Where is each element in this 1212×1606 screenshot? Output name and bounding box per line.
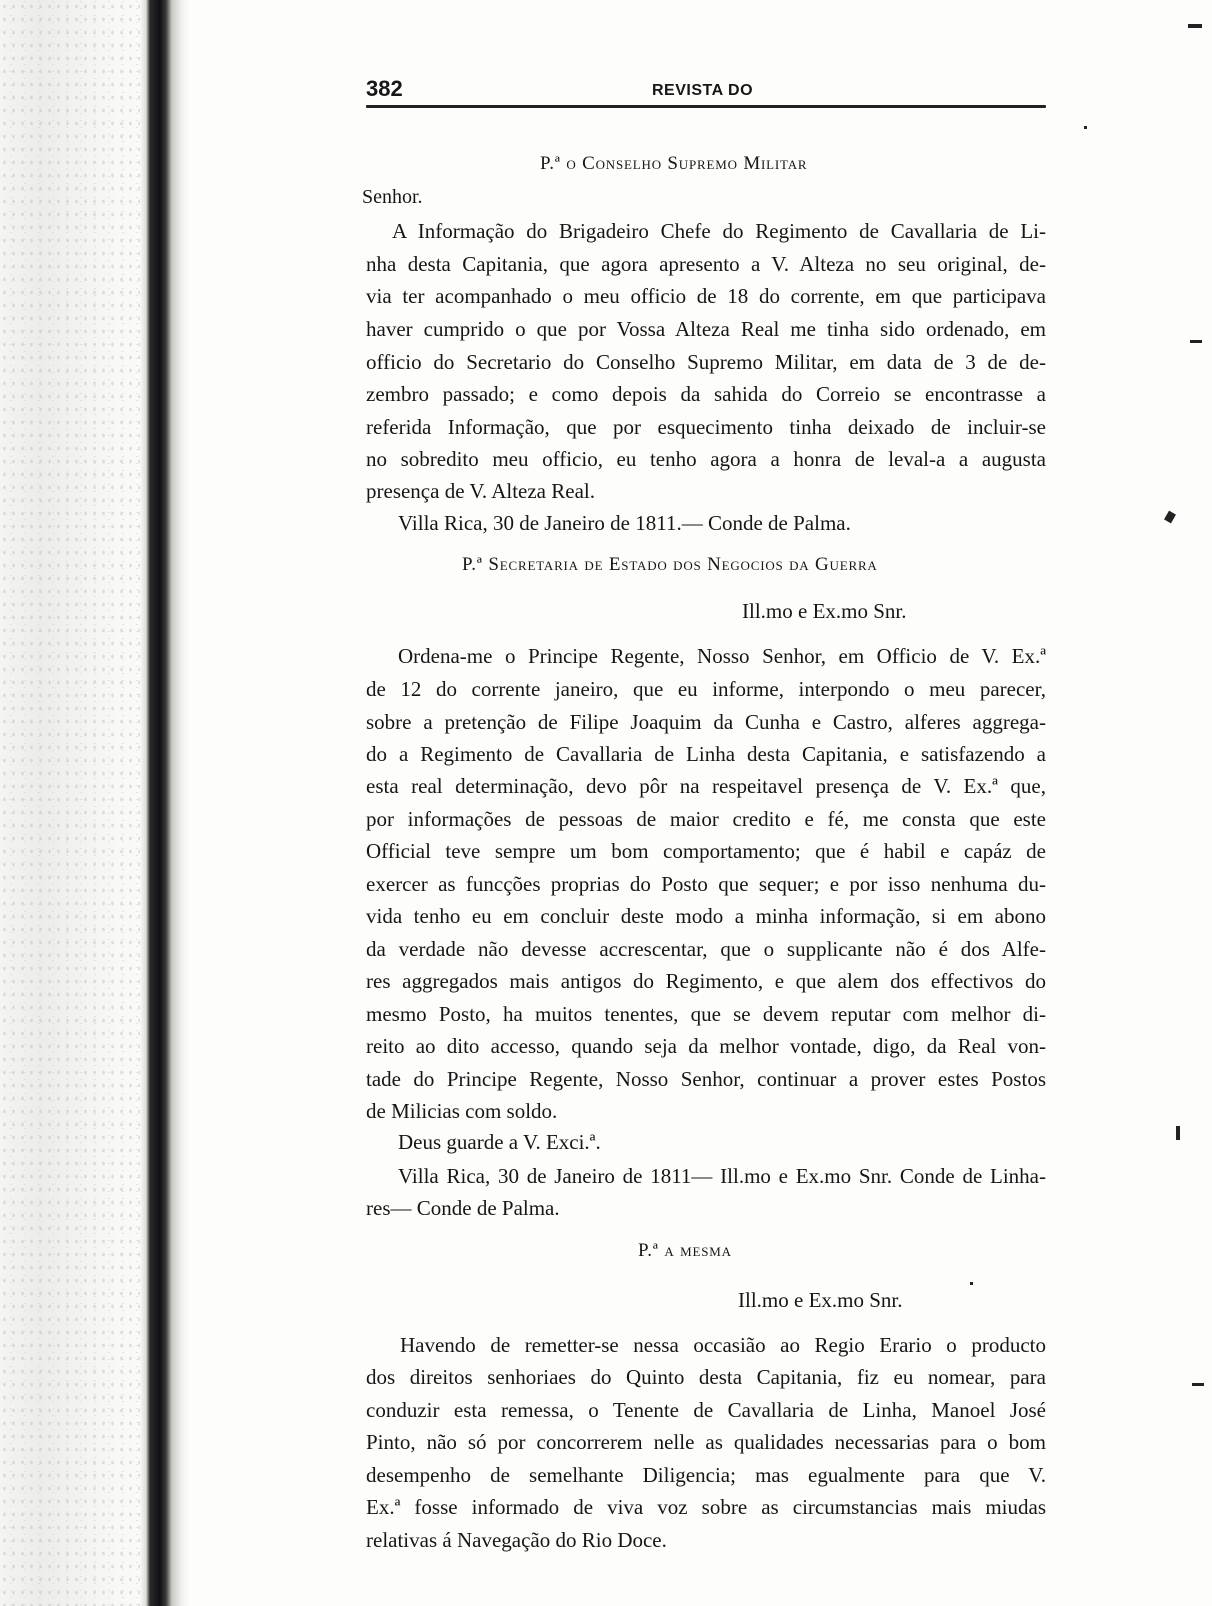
letter1-line: via ter acompanhado o meu officio de 18 do corrente, em que participava <box>366 284 1046 308</box>
letter1-closing: Villa Rica, 30 de Janeiro de 1811.— Conde de Palma. <box>398 511 851 535</box>
running-head: REVISTA DO <box>652 82 754 99</box>
letter2-line: do a Regimento de Cavallaria de Linha desta Capitania, e satisfazendo a <box>366 742 1046 766</box>
letter1-line: zembro passado; e como depois da sahida do Correio se encontrasse a <box>366 382 1046 406</box>
letter3-recipient: P.ª a mesma <box>638 1240 732 1261</box>
letter2-line: Ordena-me o Principe Regente, Nosso Senhor, em Officio de V. Ex.ª <box>398 644 1046 668</box>
letter3-line: Havendo de remetter-se nessa occasião ao Regio Erario o producto <box>400 1333 1046 1357</box>
letter3-line: dos direitos senhoriaes do Quinto desta Capitania, fiz eu nomear, para <box>366 1365 1046 1389</box>
letter2-line: tade do Principe Regente, Nosso Senhor, continuar a prover estes Postos <box>366 1067 1046 1091</box>
letter1-line: officio do Secretario do Conselho Supremo Militar, em data de 3 de de- <box>366 350 1046 374</box>
letter2-line: da verdade não devesse accrescentar, que o supplicante não é dos Alfe- <box>366 937 1046 961</box>
letter2-closing-line: Villa Rica, 30 de Janeiro de 1811— Ill.mo e Ex.mo Snr. Conde de Linha- <box>398 1164 1046 1188</box>
letter1-recipient: P.ª o Conselho Supremo Militar <box>540 153 808 174</box>
header-rule <box>366 105 1046 108</box>
letter2-line: res aggregados mais antigos do Regimento, e que alem dos effectivos do <box>366 969 1046 993</box>
letter3-line: Ex.ª fosse informado de viva voz sobre as circumstancias mais miudas <box>366 1495 1046 1519</box>
letter1-salutation: Senhor. <box>362 186 423 208</box>
letter1-line: no sobredito meu officio, eu tenho agora a honra de leval-a a augusta <box>366 447 1046 471</box>
letter2-line: reito ao dito accesso, quando seja da melhor vontade, digo, da Real von- <box>366 1034 1046 1058</box>
page-header <box>366 76 1048 106</box>
letter3-line: conduzir esta remessa, o Tenente de Cavallaria de Linha, Manoel José <box>366 1398 1046 1422</box>
letter2-line: esta real determinação, devo pôr na respeitavel presença de V. Ex.ª que, <box>366 774 1046 798</box>
letter2-line: por informações de pessoas de maior credito e fé, me consta que este <box>366 807 1046 831</box>
letter2-line: exercer as funcções proprias do Posto que sequer; e por isso nenhuma du- <box>366 872 1046 896</box>
letter2-line: de Milicias com soldo. <box>366 1099 558 1123</box>
letter2-line: sobre a pretenção de Filipe Joaquim da Cunha e Castro, alferes aggrega- <box>366 710 1046 734</box>
letter1-line: presença de V. Alteza Real. <box>366 479 595 503</box>
letter2-line: vida tenho eu em concluir deste modo a minha informação, si em abono <box>366 904 1046 928</box>
letter2-blessing: Deus guarde a V. Exci.ª. <box>398 1130 601 1154</box>
scan-noise <box>0 0 140 1606</box>
book-page <box>362 76 1048 1552</box>
letter2-line: de 12 do corrente janeiro, que eu informe, interpondo o meu parecer, <box>366 677 1046 701</box>
letter3-line: Pinto, não só por concorrerem nelle as qualidades necessarias para o bom <box>366 1430 1046 1454</box>
letter1-line: referida Informação, que por esquecimento tinha deixado de incluir-se <box>366 415 1046 439</box>
letter2-line: Official teve sempre um bom comportamento; que é habil e capáz de <box>366 839 1046 863</box>
letter2-recipient: P.ª Secretaria de Estado dos Negocios da Guerra <box>462 554 878 575</box>
letter3-salutation: Ill.mo e Ex.mo Snr. <box>738 1288 903 1312</box>
letter3-line: relativas á Navegação do Rio Doce. <box>366 1528 667 1552</box>
letter3-line: desempenho de semelhante Diligencia; mas egualmente para que V. <box>366 1463 1046 1487</box>
letter2-salutation: Ill.mo e Ex.mo Snr. <box>742 599 907 623</box>
letter1-line: A Informação do Brigadeiro Chefe do Regimento de Cavallaria de Li- <box>392 219 1046 243</box>
page-number: 382 <box>366 76 403 101</box>
letter2-line: mesmo Posto, ha muitos tenentes, que se devem reputar com melhor di- <box>366 1002 1046 1026</box>
letter1-line: nha desta Capitania, que agora apresento a V. Alteza no seu original, de- <box>366 252 1046 276</box>
letter1-line: haver cumprido o que por Vossa Alteza Real me tinha sido ordenado, em <box>366 317 1046 341</box>
letter2-closing-line: res— Conde de Palma. <box>366 1196 560 1220</box>
